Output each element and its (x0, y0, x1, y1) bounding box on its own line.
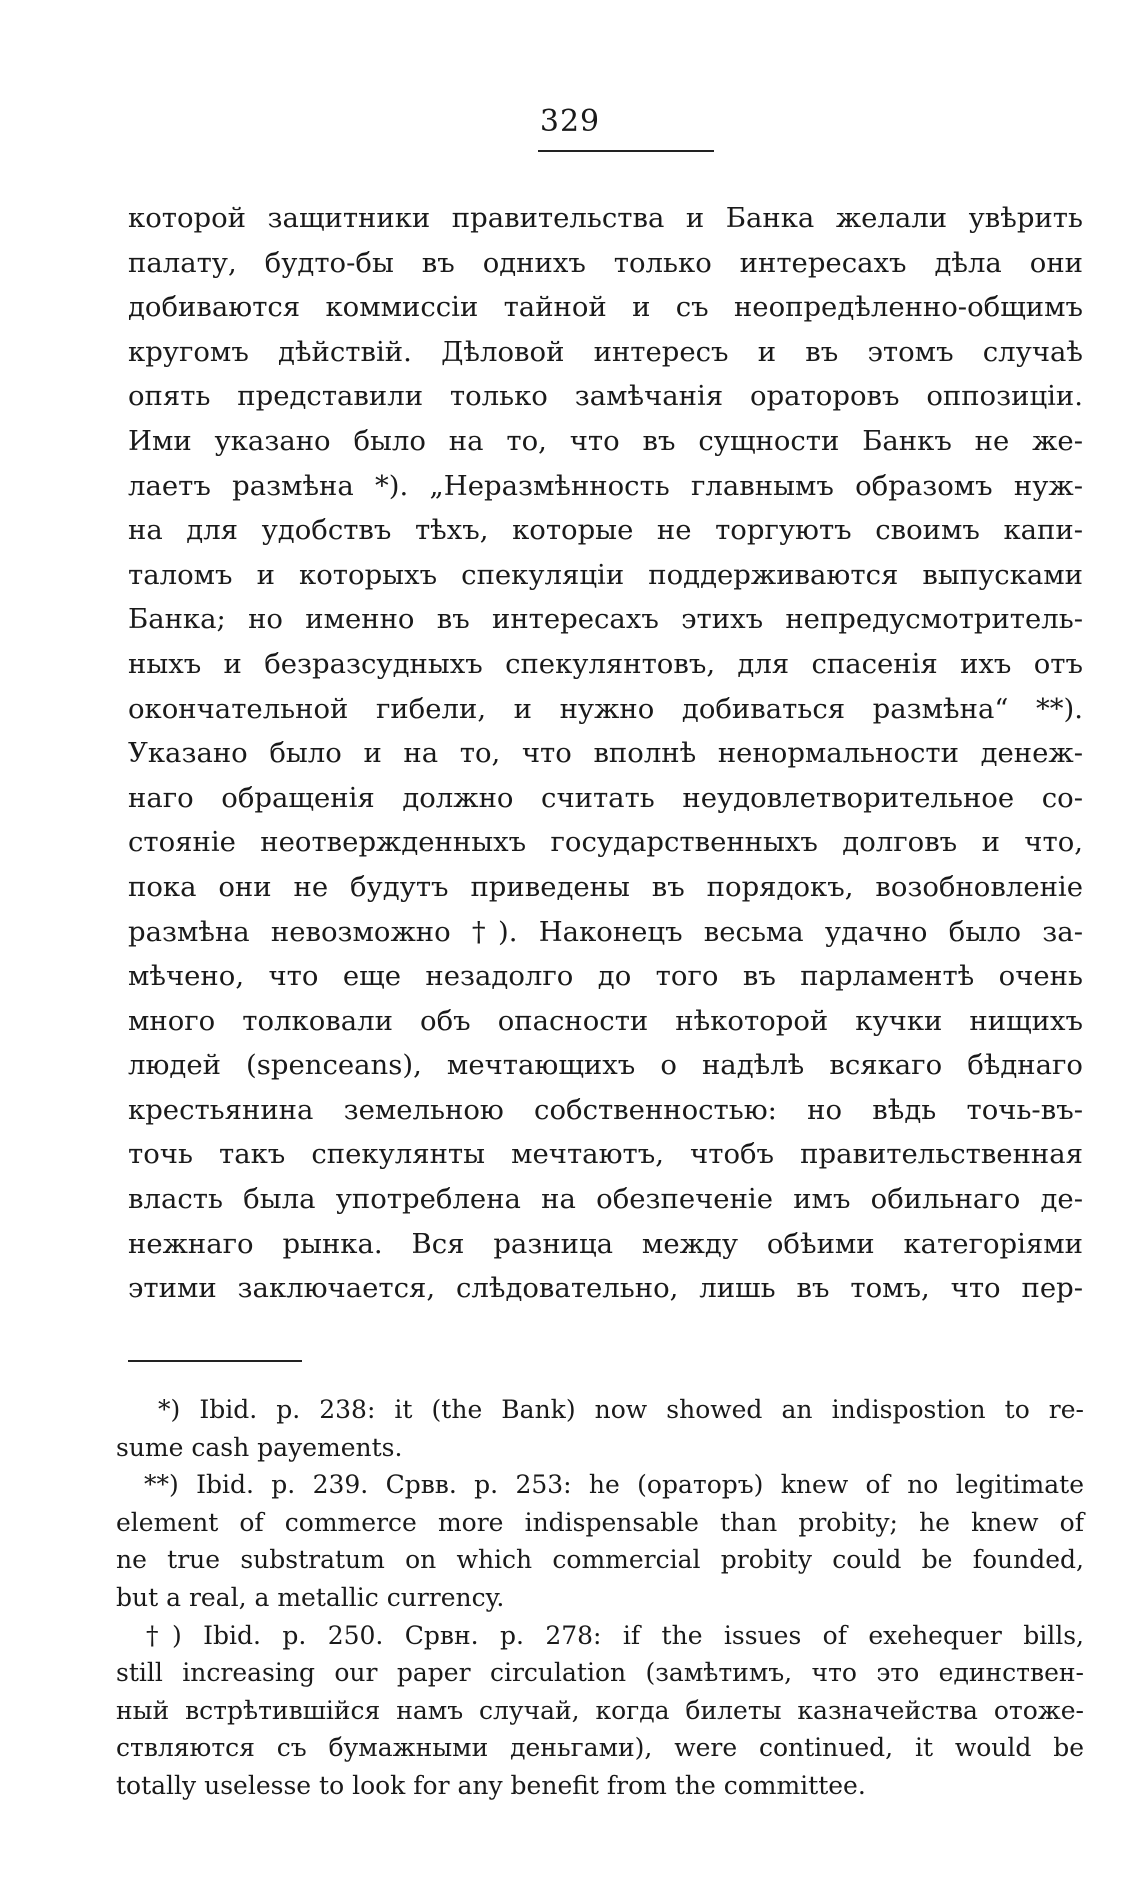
footnote-line: ствляются съ бумажными деньгами), were continued, it would be (116, 1733, 1084, 1763)
body-line: много толковали объ опасности нѣкоторой кучки нищихъ (128, 1004, 1083, 1037)
body-text (128, 196, 1083, 1311)
footnote-3 (116, 1617, 1084, 1805)
footnote-line: ne true substratum on which commercial probity could be founded, (116, 1545, 1084, 1575)
body-line: опять представили только замѣчанія ораторовъ оппозиціи. (128, 380, 1083, 413)
footnote-line: ный встрѣтившійся намъ случай, когда билеты казначейства отожe- (116, 1695, 1084, 1725)
body-line: власть была употреблена на обезпеченіе имъ обильнаго де- (128, 1183, 1083, 1216)
body-line: Ими указано было на то, что въ сущности Банкъ не же- (128, 424, 1083, 457)
body-line: кругомъ дѣйствій. Дѣловой интересъ и въ этомъ случаѣ (128, 335, 1083, 368)
footnote-line: *) Ibid. p. 238: it (the Bank) now showed an indispostion to re- (158, 1395, 1084, 1424)
body-line: наго обращенія должно считать неудовлетворительное со- (128, 781, 1083, 814)
body-line: добиваются коммиссіи тайной и съ неопредѣленно-общимъ (128, 291, 1083, 324)
footnote-line: †) Ibid. p. 250. Срвн. p. 278: if the issues of exehequer bills, (146, 1620, 1084, 1650)
body-line: размѣна невозможно †). Наконецъ весьма удачно было за- (128, 915, 1083, 948)
footnotes (116, 1391, 1084, 1805)
footnote-line: element of commerce more indispensable than probity; he knew of (116, 1507, 1084, 1537)
page-number-rule (538, 150, 714, 152)
body-line: мѣчено, что еще незадолго до того въ парламентѣ очень (128, 960, 1083, 993)
body-line: ныхъ и безразсудныхъ спекулянтовъ, для спасенія ихъ отъ (128, 647, 1083, 680)
footnote-line: but a real, a metallic currency. (116, 1582, 505, 1612)
page-number: 329 (539, 104, 601, 139)
body-line: нежнаго рынка. Вся разница между обѣими категоріями (128, 1227, 1083, 1260)
footnote-line: **) Ibid. p. 239. Срвв. p. 253: he (ораторъ) knew of no legitimate (144, 1470, 1084, 1500)
body-line: людей (spenceans), мечтающихъ о надѣлѣ всякаго бѣднаго (128, 1049, 1083, 1082)
footnote-1 (116, 1391, 1084, 1466)
body-line: палату, будто-бы въ однихъ только интересахъ дѣла они (128, 246, 1083, 279)
footnote-rule (128, 1360, 302, 1362)
body-line: таломъ и которыхъ спекуляціи поддерживаются выпусками (128, 558, 1083, 591)
body-line: пока они не будутъ приведены въ порядокъ, возобновленіе (128, 870, 1083, 903)
footnote-line: totally uselesse to look for any benefit from the committee. (116, 1770, 866, 1800)
footnote-line: still increasing our paper circulation (замѣтимъ, что это единствен- (116, 1658, 1084, 1688)
body-line: на для удобствъ тѣхъ, которые не торгуютъ своимъ капи- (128, 514, 1083, 547)
body-line: Банка; но именно въ интересахъ этихъ непредусмотритель- (128, 603, 1083, 636)
body-line: которой защитники правительства и Банка желали увѣрить (128, 202, 1083, 234)
body-line: лаетъ размѣна *). „Неразмѣнность главнымъ образомъ нуж- (128, 469, 1083, 502)
body-line: этими заключается, слѣдовательно, лишь въ томъ, что пер- (128, 1272, 1083, 1305)
body-line: стояніе неотвержденныхъ государственныхъ долговъ и что, (128, 826, 1083, 859)
footnote-line: sume cash payements. (116, 1432, 403, 1462)
body-line: крестьянина земельною собственностью: но вѣдь точь-въ- (128, 1093, 1083, 1126)
body-line: Указано было и на то, что вполнѣ ненормальности денеж- (128, 737, 1083, 770)
body-line: окончательной гибели, и нужно добиваться размѣна“ **). (128, 692, 1083, 725)
body-line: точь такъ спекулянты мечтаютъ, чтобъ правительственная (128, 1138, 1083, 1171)
footnote-2 (116, 1466, 1084, 1616)
